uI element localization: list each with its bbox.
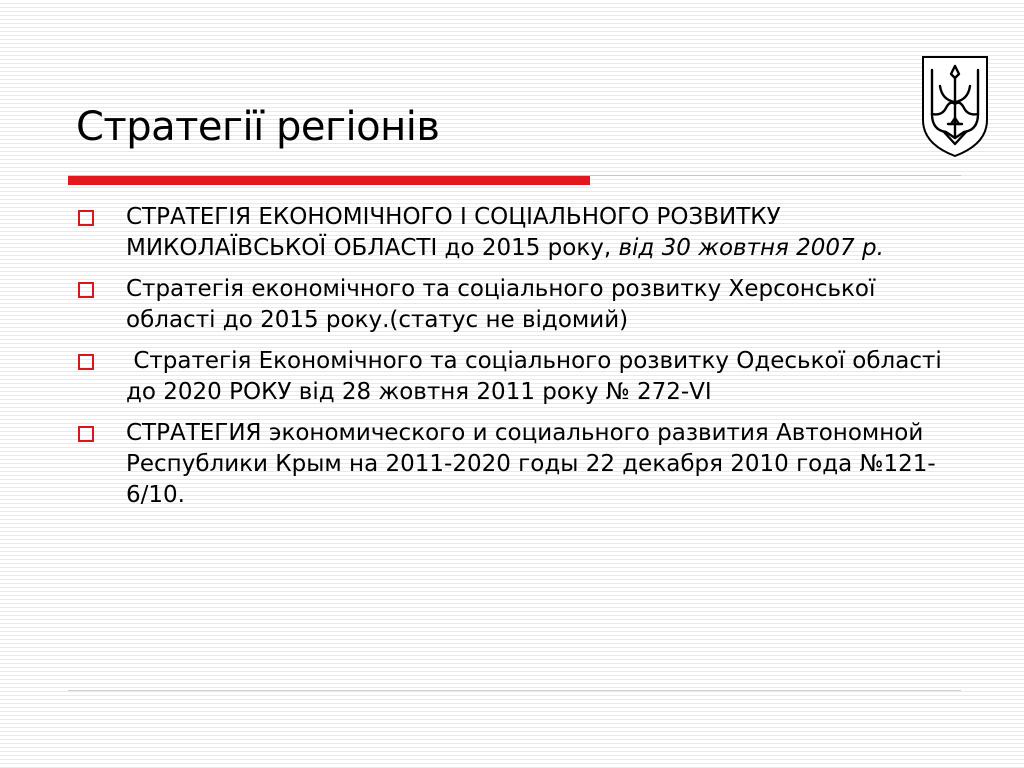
bullet-item xyxy=(78,418,958,511)
bullet-text: Стратегія економічного та соціального розвитку Херсонської області до 2015 року.(статус не відомий) xyxy=(126,276,876,333)
square-bullet-icon xyxy=(78,354,94,370)
bullet-date-italic: від 30 жовтня 2007 р. xyxy=(618,235,884,261)
bullet-item xyxy=(78,202,958,264)
strategy-bullet-list xyxy=(78,202,958,521)
trident-coat-of-arms-icon xyxy=(918,52,992,160)
footer-divider xyxy=(68,690,961,691)
bullet-text: Стратегія Економічного та соціального розвитку Одеської області до 2020 РОКУ від 28 жовтня 2011 року № 272-VI xyxy=(126,348,950,405)
square-bullet-icon xyxy=(78,282,94,298)
square-bullet-icon xyxy=(78,426,94,442)
bullet-text: СТРАТЕГИЯ экономического и социального развития Автономной Республики Крым на 2011-2020 годы 22 декабря 2010 года №121-6/10. xyxy=(126,420,936,508)
square-bullet-icon xyxy=(78,210,94,226)
bullet-item xyxy=(78,274,958,336)
title-divider xyxy=(68,174,961,186)
bullet-text: СТРАТЕГІЯ ЕКОНОМІЧНОГО І СОЦІАЛЬНОГО РОЗВИТКУ МИКОЛАЇВСЬКОЇ ОБЛАСТІ до 2015 року, від 30 жовтня 2007 р. xyxy=(126,204,884,261)
bullet-item xyxy=(78,346,958,408)
slide-title: Стратегії регіонів xyxy=(76,104,440,150)
title-divider-red-bar xyxy=(68,176,590,185)
